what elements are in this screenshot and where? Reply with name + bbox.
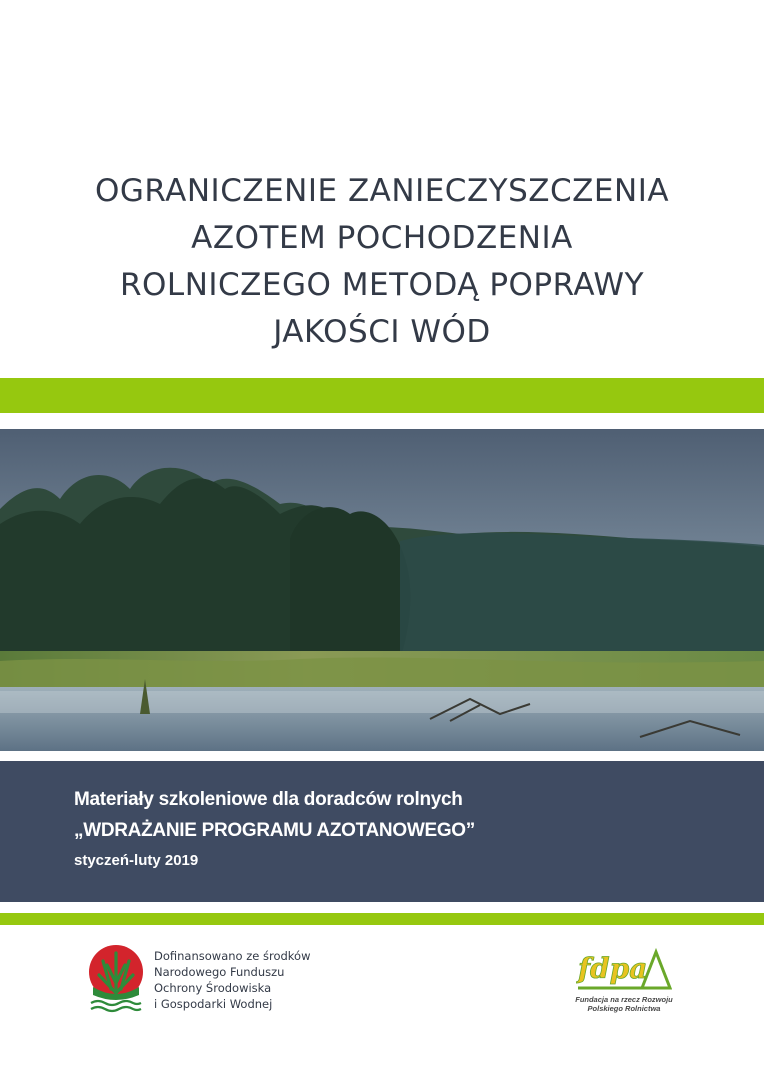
funding-line-1: Dofinansowano ze środków <box>154 949 311 963</box>
info-subtitle: Materiały szkoleniowe dla doradców rolnych <box>74 789 463 810</box>
funding-note <box>154 948 310 1012</box>
green-divider-top <box>0 378 764 413</box>
fdpa-caption-line-1: Fundacja na rzecz Rozwoju <box>575 995 673 1004</box>
landscape-photo <box>0 429 764 751</box>
cover-title <box>0 168 764 356</box>
title-line-1: OGRANICZENIE ZANIECZYSZCZENIA <box>94 173 670 209</box>
title-line-3: ROLNICZEGO METODĄ POPRAWY <box>119 267 644 303</box>
funding-line-3: Ochrony Środowiska <box>154 981 272 995</box>
fdpa-caption <box>556 995 692 1013</box>
info-program-name: „WDRAŻANIE PROGRAMU AZOTANOWEGO” <box>74 820 475 841</box>
fdpa-logo-text: fdpa <box>578 952 648 985</box>
green-divider-bottom <box>0 913 764 925</box>
fdpa-caption-line-2: Polskiego Rolnictwa <box>587 1004 661 1013</box>
funding-line-4: i Gospodarki Wodnej <box>154 997 273 1011</box>
training-info-band <box>0 761 764 902</box>
title-line-4: JAKOŚCI WÓD <box>273 314 491 350</box>
landscape-photo-image <box>0 429 764 751</box>
nfosigw-logo-icon <box>87 943 145 1013</box>
info-date: styczeń-luty 2019 <box>74 852 199 869</box>
funding-line-2: Narodowego Funduszu <box>154 965 285 979</box>
fdpa-logo-icon <box>576 944 672 992</box>
title-line-2: AZOTEM POCHODZENIA <box>191 220 573 256</box>
